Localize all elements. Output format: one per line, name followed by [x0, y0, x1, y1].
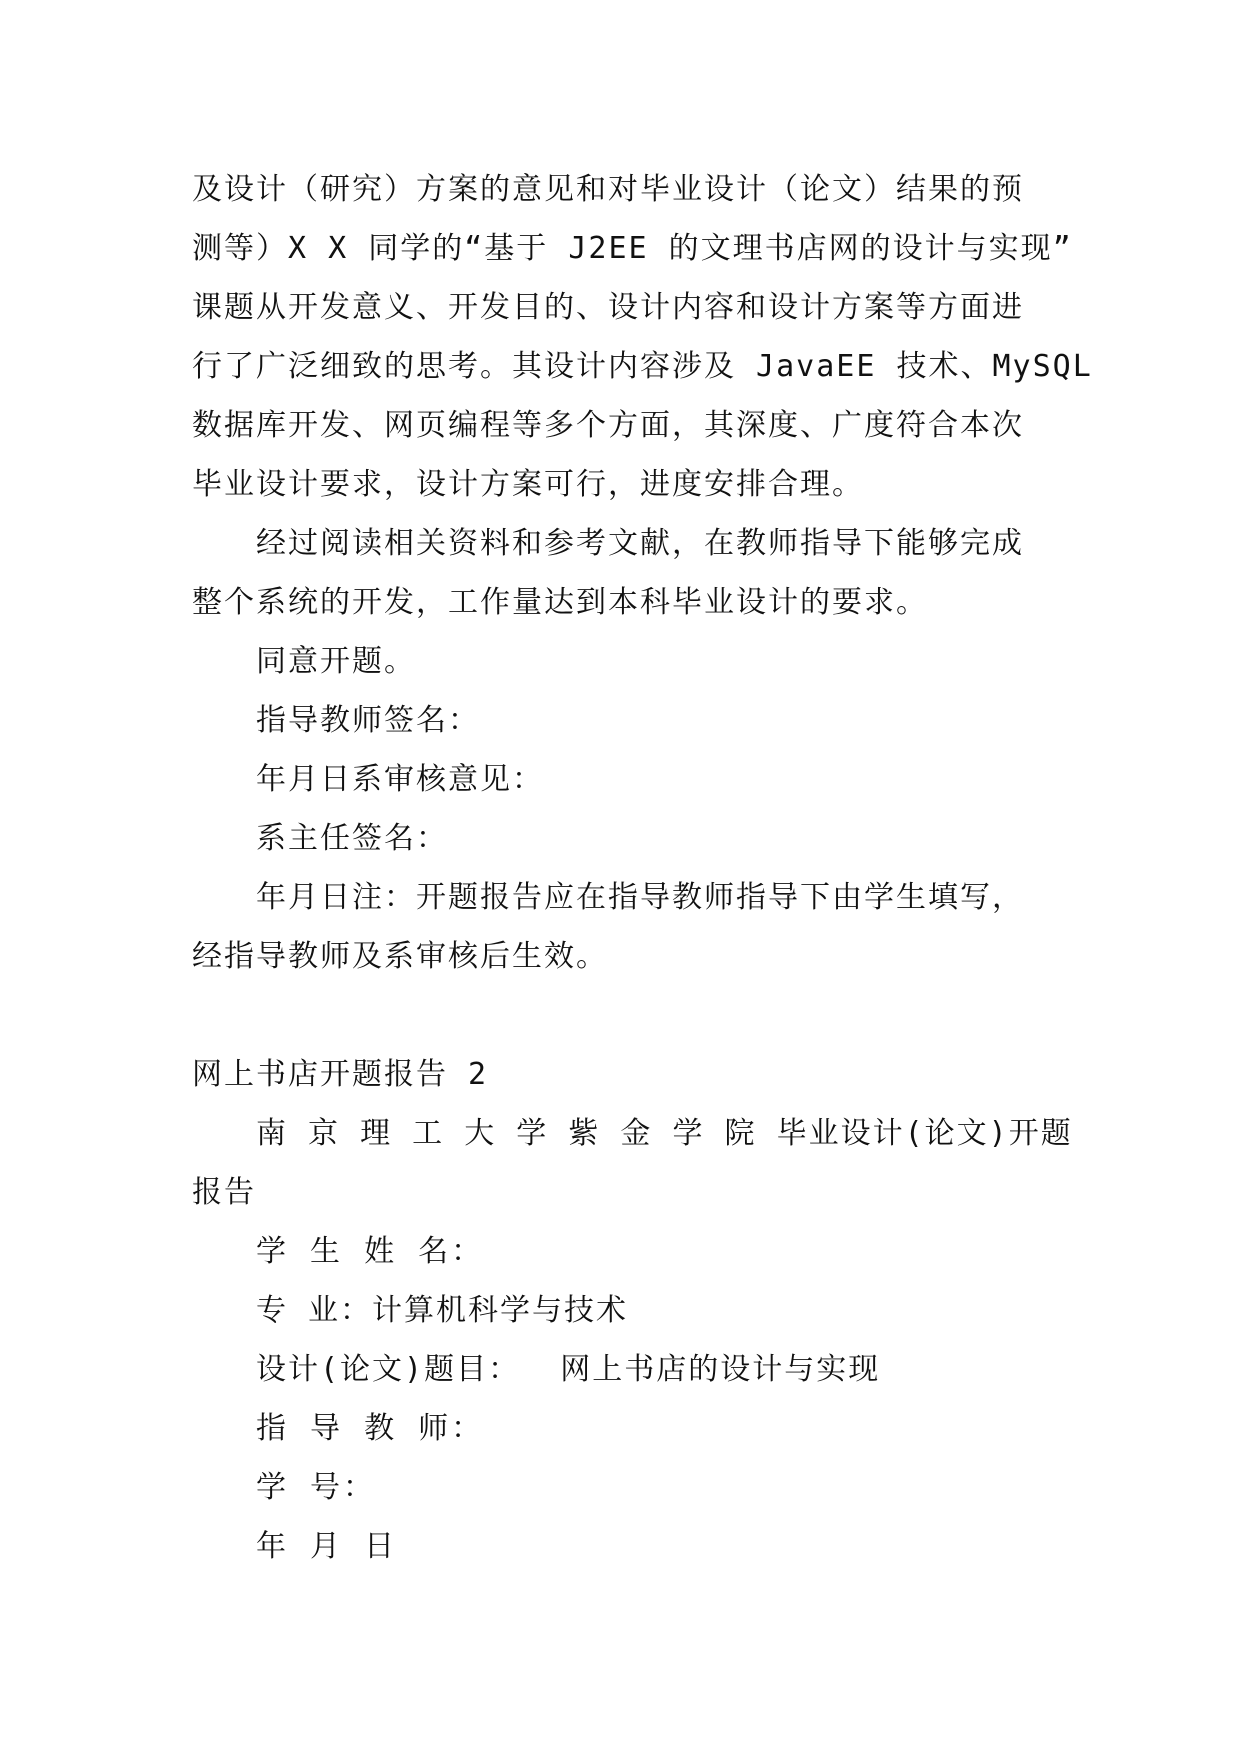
paragraph-line: 整个系统的开发，工作量达到本科毕业设计的要求。: [192, 585, 928, 620]
spacer: [192, 986, 1052, 1045]
paragraph-line: 课题从开发意义、开发目的、设计内容和设计方案等方面进: [192, 290, 1024, 325]
paragraph-line: 经过阅读相关资料和参考文献，在教师指导下能够完成: [256, 526, 1024, 561]
note-line: 经指导教师及系审核后生效。: [192, 939, 608, 974]
dept-review-label: 年月日系审核意见：: [256, 762, 544, 797]
paragraph-line: 毕业设计要求，设计方案可行，进度安排合理。: [192, 467, 864, 502]
agree-text: 同意开题。: [256, 644, 416, 679]
paragraph-line: 测等）X X 同学的“基于 J2EE 的文理书店网的设计与实现”: [192, 231, 1073, 266]
advisor-field: 指 导 教 师：: [256, 1411, 485, 1446]
school-header-line: 南 京 理 工 大 学 紫 金 学 院 毕业设计(论文)开题: [256, 1116, 1073, 1151]
document-page: [192, 160, 1093, 1576]
dept-head-signature-label: 系主任签名：: [256, 821, 448, 856]
date-field: 年 月 日: [256, 1529, 398, 1564]
paragraph-line: 及设计（研究）方案的意见和对毕业设计（论文）结果的预: [192, 172, 1024, 207]
note-line: 年月日注：开题报告应在指导教师指导下由学生填写，: [256, 880, 1024, 915]
advisor-signature-label: 指导教师签名：: [256, 703, 480, 738]
paragraph-line: 行了广泛细致的思考。其设计内容涉及 JavaEE 技术、MySQL: [192, 349, 1093, 384]
paragraph-line: 数据库开发、网页编程等多个方面，其深度、广度符合本次: [192, 408, 1024, 443]
thesis-title-field: 设计(论文)题目： 网上书店的设计与实现: [256, 1352, 881, 1387]
student-id-field: 学 号：: [256, 1470, 377, 1505]
student-name-field: 学 生 姓 名：: [256, 1234, 485, 1269]
major-field: 专 业：计算机科学与技术: [256, 1293, 629, 1328]
section-title: 网上书店开题报告 2: [192, 1057, 489, 1092]
school-header-line: 报告: [192, 1175, 256, 1210]
